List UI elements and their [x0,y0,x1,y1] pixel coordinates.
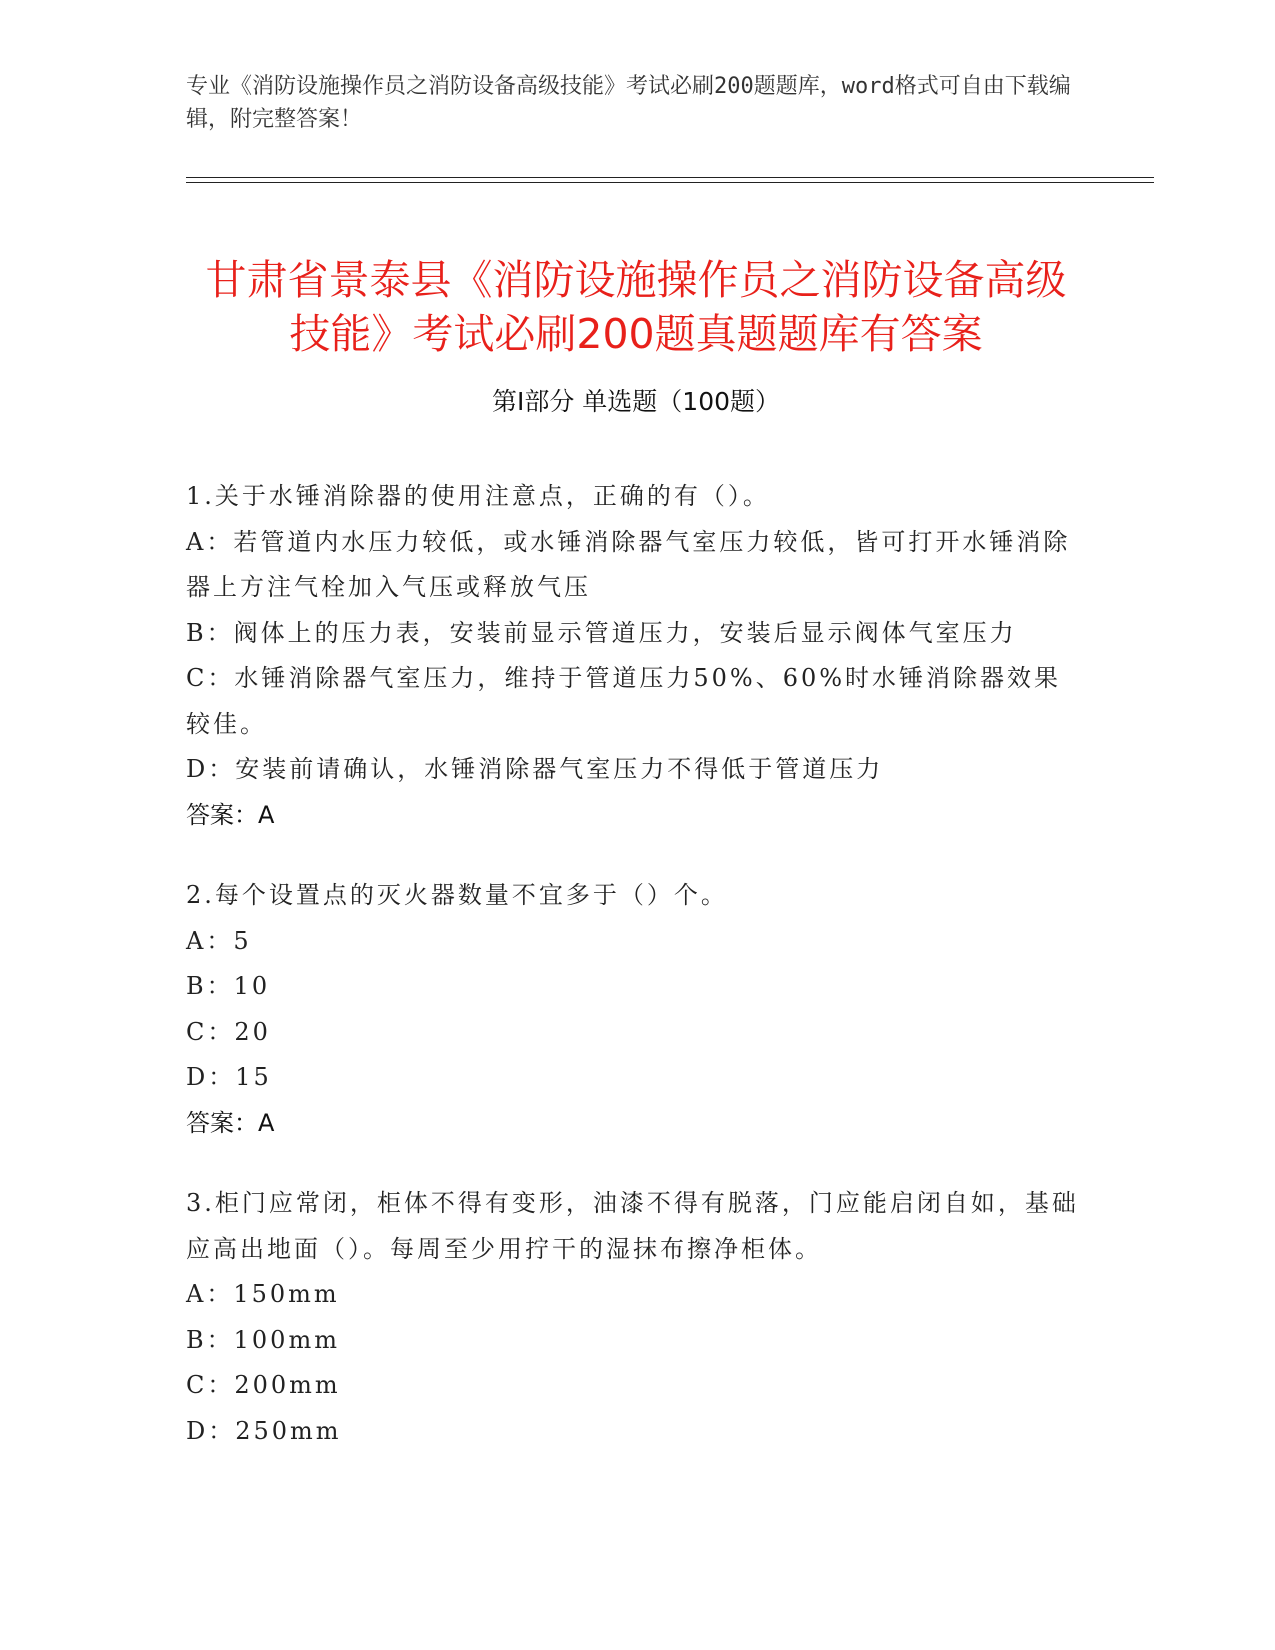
option-b: B：100mm [186,1325,340,1354]
option-d: D：250mm [186,1416,342,1445]
question-1 [186,474,1086,838]
option-c: C：20 [186,1017,271,1046]
answer [186,793,1086,839]
option-c: C：200mm [186,1371,341,1399]
question-stem: 2.每个设置点的灭火器数量不宜多于（）个。 [186,881,728,909]
option-a: A：5 [186,926,252,955]
section-heading: 第I部分 单选题（100题） [491,387,781,416]
option-a: A：150mm [186,1280,340,1308]
option-a: A：若管道内水压力较低，或水锤消除器气室压力较低，皆可打开水锤消除器上方注气栓加入气压或释放气压 [186,527,1071,601]
option-d: D：15 [186,1063,272,1091]
document-title: 甘肃省景泰县《消防设施操作员之消防设备高级技能》考试必刷200题真题题库有答案 [205,256,1067,359]
question-stem: 1.关于水锤消除器的使用注意点，正确的有（）。 [186,482,770,510]
answer [186,1101,1086,1147]
option-d: D：安装前请确认，水锤消除器气室压力不得低于管道压力 [186,755,884,783]
question-list [186,474,1086,1489]
answer-value: A [258,800,275,829]
question-2 [186,873,1086,1146]
answer-label: 答案： [186,800,258,829]
question-3 [186,1181,1086,1454]
option-b: B：阀体上的压力表，安装前显示管道压力，安装后显示阀体气室压力 [186,618,1017,647]
header-divider-bottom [186,182,1154,183]
header-note: 专业《消防设施操作员之消防设备高级技能》考试必刷200题题库，word格式可自由下载编辑，附完整答案！ [186,74,1071,132]
option-b: B：10 [186,972,271,1000]
option-c: C：水锤消除器气室压力，维持于管道压力50%、60%时水锤消除器效果较佳。 [186,664,1062,738]
question-stem: 3.柜门应常闭，柜体不得有变形，油漆不得有脱落，门应能启闭自如，基础应高出地面（）。每周至少用拧干的湿抹布擦净柜体。 [186,1189,1079,1263]
answer-label: 答案： [186,1108,258,1137]
answer-value: A [258,1108,275,1137]
header-divider-top [186,177,1154,178]
